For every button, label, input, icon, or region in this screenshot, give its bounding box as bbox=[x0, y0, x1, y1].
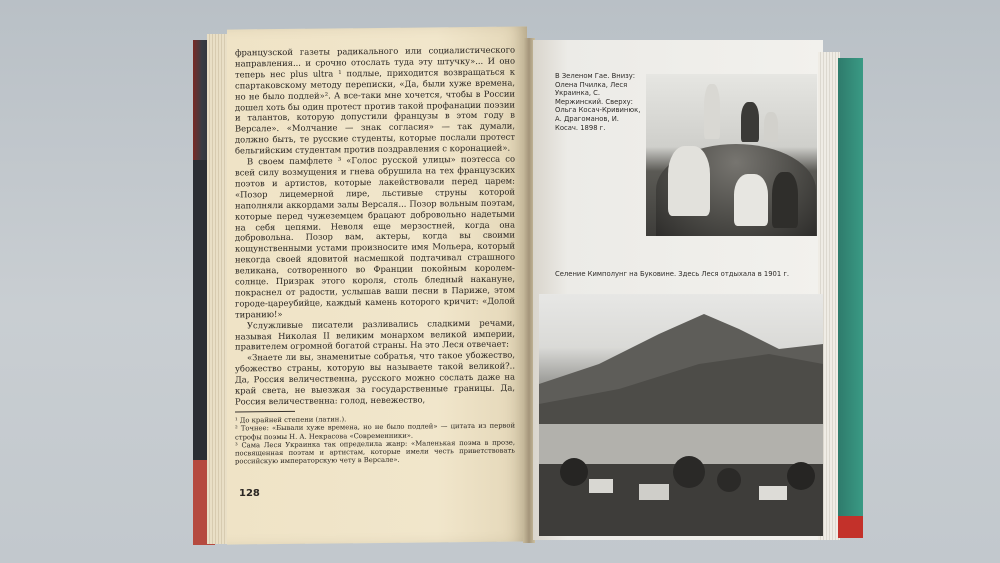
person-figure bbox=[734, 174, 768, 226]
person-figure bbox=[764, 112, 778, 142]
paragraph: В своем памфлете ³ «Голос русской улицы» поэтесса со всей силу возмущения и гнева обрушила на тех французских поэтов и артистов, которые лакействовали перед царем: «Позор лицемерной лире, льстивые струны которой наполняли аккордами залы Версаля... Позор вольным поэтам, которые перед чужеземцем брацают добровольно надетыми на себя цепями. Неволя еще мерзостней, когда она добровольна. Позор вам, актеры, когда вы своими кощунственными устами произносите имя Мольера, который некогда своей ядовитой насмешкой подтачивал страшного великана, сотворенного во Франции покойным королем-солнце. Призрак этого короля, столь бледный накануне, покраснел от радости, услышав ваши песни в Париже, этом городе-цареубийце, каждый камень которого кричит: «Долой тиранию!» bbox=[235, 153, 515, 320]
person-figure bbox=[668, 146, 710, 216]
person-figure bbox=[704, 84, 720, 139]
house-roof bbox=[589, 479, 613, 493]
paragraph: «Знаете ли вы, знаменитые собратья, что такое убожество, убожество страны, которую вы называете такой великой?.. Да, Россия величественна, русского можно сослать даже на край света, не выезжая за государственные границы. Да, Россия величественна: голод, невежество, bbox=[235, 349, 515, 407]
footnote-rule bbox=[235, 411, 295, 413]
footnote: ² Точнее: «Бывали хуже времена, но не было подлей» — цитата из первой строфы поэмы Н. А. Некрасова «Современники». bbox=[235, 421, 515, 441]
valley-field bbox=[539, 424, 823, 464]
person-figure bbox=[741, 102, 759, 142]
footnote: ¹ До крайней степени (латин.). bbox=[235, 415, 347, 425]
paragraph: Услужливые писатели разливались сладкими речами, называя Николая II великим монархом великой империи, правителем огромной богатой страны. На это Леся отвечает: bbox=[235, 317, 515, 352]
photo-caption-top: В Зеленом Гае. Внизу: Олена Пчилка, Леся Украинка, С. Мержинский. Сверху: Ольга Косач-Кривинюк, А. Драгоманов, И. Косач. 1898 г. bbox=[555, 72, 641, 132]
paragraph: французской газеты радикального или социалистического направления... и срочно отослать туда эту штучку»... И оно теперь нес plus ultra ¹ подлые, приходится возвращаться к спартаковскому методу переписки, «Да, были хуже времена, но не было подлей»². А все-таки мне хочется, чтобы в России дошел хоть бы один протест против такой профанации поэзии и талантов, которую допустили французы в этом году в Версале». «Молчание — знак согласия» — так думали, должно быть, те русские студенты, которые послали протест бельгийским студентам против поздравления с коронацией». bbox=[235, 44, 515, 156]
tree bbox=[787, 462, 815, 490]
house-roof bbox=[759, 486, 787, 500]
tree bbox=[560, 458, 588, 486]
photo-family-haystack bbox=[646, 74, 817, 236]
page-number: 128 bbox=[239, 488, 260, 499]
open-book bbox=[193, 28, 865, 548]
left-page-text bbox=[235, 45, 515, 467]
photo-village-mountain bbox=[539, 294, 823, 536]
tree bbox=[673, 456, 705, 488]
photo-caption-bottom: Селение Кимполунг на Буковине. Здесь Леся отдыхала в 1901 г. bbox=[555, 270, 790, 278]
book-cover-right bbox=[838, 58, 863, 538]
footnote: ³ Сама Леся Украинка так определила жанр: «Маленькая поэма в прозе, посвященная поэтам и артистам, которые имели честь приветствовать российскую императорскую чету в Версале». bbox=[235, 438, 515, 466]
cover-right-red-corner bbox=[838, 516, 863, 538]
person-figure bbox=[772, 172, 798, 228]
landscape-drawing bbox=[539, 294, 823, 536]
tree bbox=[717, 468, 741, 492]
house-roof bbox=[639, 484, 669, 500]
